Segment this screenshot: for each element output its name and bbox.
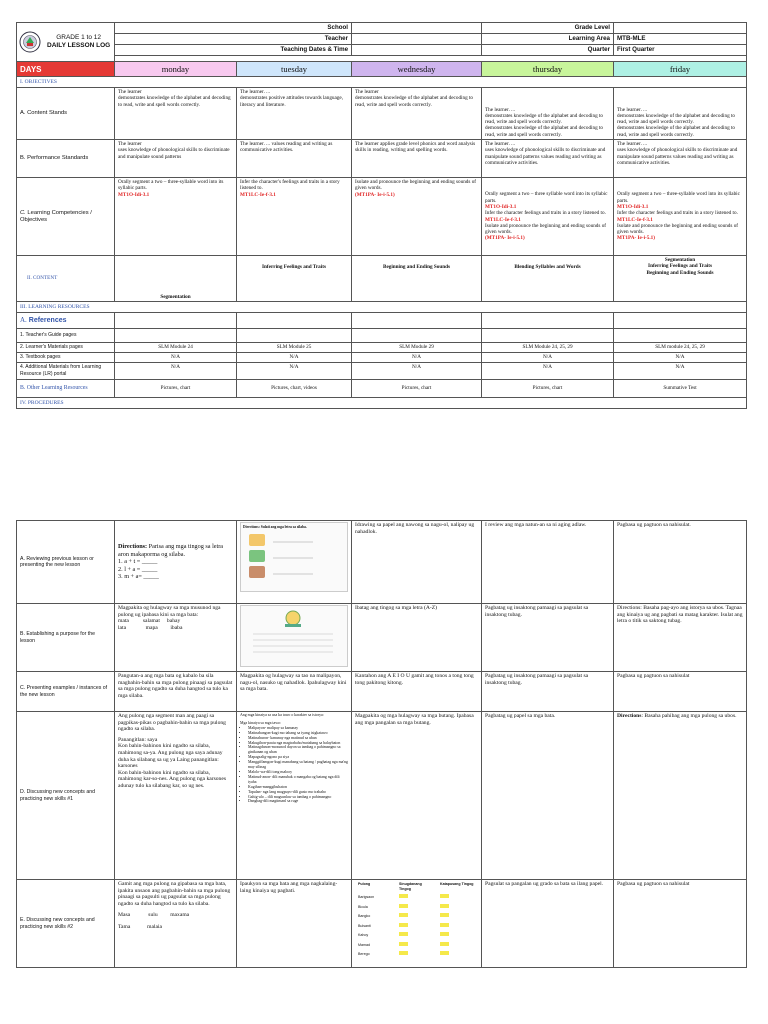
sounds-word: Berego [358,952,370,956]
content-tue: Inferring Feelings and Traits [237,256,352,302]
competency-text: Orally segment a two – three-syllable word into its syllabic parts. [617,191,740,204]
highlight-mark [399,942,408,946]
performance-standards-wed: The learner applies grade level phonics and word analysis skills in reading, writing and spelling words. [352,140,482,178]
procedure-text: Magpakita og hulagway sa mga musunod nga pulong ug ipabasa kini sa mga bata: [118,605,221,618]
exercise-item: 3. m + a= _____ [118,573,159,581]
day-thursday: thursday [482,62,614,77]
highlight-mark [440,894,449,898]
competency-code: MT1LC-Ie-f-3.1 [617,216,653,223]
sounds-table [355,881,478,960]
ref-cell: N/A [237,353,352,363]
other-resources-fri: Summative Test [614,380,747,398]
word-list-row: mata salamat bahay [118,618,181,625]
exercise-item: 1. a + t = _____ [118,558,158,566]
ref-cell: N/A [614,363,747,380]
competencies-wed [352,178,482,256]
traits-intro: Ang mga kinaiya sa usa ka tawo o karakter sa istorya: [240,713,324,717]
competency-text: Infer the character feelings and traits in a story listened to. [617,210,738,217]
competencies-mon [115,178,237,256]
directions-label: Directions [617,713,642,719]
teaching-dates-label: Teaching Dates & Time [115,45,352,56]
other-resources-thu: Pictures, chart [482,380,614,398]
directions-text: : Basaha pahibag ang mga pulong sa ubos. [641,713,737,719]
procedure-d-wed: Magpakita og mga hulagway sa mga butang. Ipabasa ang mga pangalan sa mga butang. [352,712,482,880]
lesson-log-page-1 [16,22,746,409]
procedure-b-mon [115,604,237,672]
section-content: II. CONTENT [17,256,115,302]
procedure-c-tue: Magpakita og hulagway sa tao na malipayon, nagu-ol, nasuko ug nahadlok. Ipahulagway kini sa mga bata. [237,672,352,712]
procedure-b-fri: Directions: Basaha pag-ayo ang istorya sa ubos. Tagnaa ang kinaiya ug ang pagbati sa matag karakter. Isulat ang letra o titik sa saktong tubag. [614,604,747,672]
competency-text: Isolate and pronounce the beginning and ending sounds of given words. [355,179,477,192]
grade-level-label: Grade Level [482,23,614,34]
procedure-e-wed [352,880,482,968]
competencies-tue [237,178,352,256]
ref-cell [614,329,747,343]
ref-cell: N/A [352,353,482,363]
other-resources-tue: Pictures, chart, videos [237,380,352,398]
procedure-e-thu: Pagsulat sa pangalan ug grado sa bata sa ilang papel. [482,880,614,968]
highlight-mark [440,932,449,936]
trait-item: • Matinabangon-kugi mo tabang sa iyang isigkatawo [248,731,348,736]
ref-cell: N/A [614,353,747,363]
content-standards-wed: The learner demonstrates knowledge of the alphabet and decoding to read, write and spell words correctly. [352,88,482,140]
content-standards-label: A. Content Stands [17,88,115,140]
competency-text: Isolate and pronounce the beginning and ending sounds of given words. [485,222,607,236]
highlight-mark [399,913,408,917]
procedure-c-mon: Pangutan-a ang mga bata og kabalo ba sila magbahin-bahin sa mga pulong pinaagi sa pagsulat sa mga pulong ngadto sa duha hangtod sa tulo ka mga silaba. [115,672,237,712]
ref-row-label: 4. Additional Materials from Learning Resource (LR) portal [17,363,115,380]
highlight-mark [399,932,408,936]
word-list-row: lata mapa ibaba [118,624,183,631]
references-letter: A. [20,315,27,324]
procedure-b-thu: Pagbatag ug insaktong pamaagi sa pagsulat sa insaktong tubag. [482,604,614,672]
content-standards-mon: The learner demonstrates knowledge of the alphabet and decoding to read, write and spell words correctly. [115,88,237,140]
word-list-row: Tama malaia [118,923,163,930]
traits-heading: Mga kinaiya sa mga tawo: [240,720,282,725]
trait-item: • Malolo-wa-dili tong malooy [248,770,348,775]
procedure-text: Gamit ang mga pulong na gipabasa sa mga bata, ipakita unsaon ang pagbahin-bahin sa mga pulong pinaagi sa pagsulti ug pagsulat sa mga pulong ngadto sa duha hangtod sa tulo ka silaba. [118,881,231,907]
sounds-header: Sinugdanang Tingog [399,882,422,891]
other-resources-mon: Pictures, chart [115,380,237,398]
ref-cell: N/A [115,353,237,363]
competency-text: Infer the character's feelings and traits in a story listened to. [240,179,340,192]
procedure-a-thu: I review ang mga natun-an sa ni aging adlaw. [482,521,614,604]
content-fri: Segmentation Inferring Feelings and Traits Beginning and Ending Sounds [614,256,747,302]
competency-code: (MT1PA- Ie-i-5.1) [485,235,525,242]
competencies-thu [482,178,614,256]
days-label: DAYS [17,62,115,77]
emotions-chart-thumbnail [240,605,348,667]
section-procedures: IV. PROCEDURES [17,398,747,409]
ref-cell: N/A [352,363,482,380]
competencies-label [17,178,115,256]
sounds-word: Kahoy [358,933,369,937]
procedure-a-wed: Idrawing sa papel ang nawong sa nagu-ol, nalipay ug nahadlok. [352,521,482,604]
competency-code: (MT1PA- Ie-i-5.1) [355,191,395,198]
highlight-mark [399,951,408,955]
word-list-row: Masa sulu maxama [118,912,190,919]
directions-text: Parisa ang mga tingog sa letra aron makaporma og silaba. [118,543,224,558]
highlight-mark [440,913,449,917]
procedure-b-label: B. Establishing a purpose for the lesson [17,604,115,672]
sounds-word: Bicula [358,904,368,909]
competencies-fri [614,178,747,256]
trait-item: • Matinud-anon- dili manubak o mangaba og batang nga dili iyaha [248,775,348,785]
ref-cell: N/A [482,353,614,363]
references-text: References [26,316,67,324]
procedures-table [16,520,747,968]
procedure-a-mon [115,521,237,604]
learning-area-label: Learning Area [482,34,614,45]
ref-cell: N/A [115,363,237,380]
ref-cell: SLM Module 25 [237,343,352,353]
performance-standards-label: B. Performance Standards [17,140,115,178]
content-thu: Blending Syllables and Words [482,256,614,302]
highlight-mark [440,904,449,908]
procedure-text: Ang pulong nga segment man ang paagi sa pagpikas-pikas o pagbahin-bahin sa mga pulong ngadto sa silaba. [118,713,226,733]
procedure-e-label: E. Discussing new concepts and practicing new skills #2 [17,880,115,968]
content-mon: Segmentation [115,256,237,302]
highlight-mark [399,894,408,898]
procedure-a-fri: Pagbasa ug pagtuon sa nahisulat. [614,521,747,604]
trait-item: • Kugihan-manggibuhaton [248,785,348,790]
emotion-faces-icon [243,608,343,660]
procedure-b-tue [237,604,352,672]
competency-text: Isolate and pronounce the beginning and ending sounds of given words. [617,222,739,236]
worksheet-title: Directions: Sulati ang mga letra sa silaba. [243,525,307,529]
traits-list [240,726,348,805]
ref-row-label: 1. Teacher's Guide pages [17,329,115,343]
worksheet-pictures-icon [243,530,343,582]
procedure-d-mon [115,712,237,880]
quarter-value[interactable]: First Quarter [614,45,747,56]
day-wednesday: wednesday [352,62,482,77]
procedure-d-thu: Pagbatag ug papel sa mga bata. [482,712,614,880]
school-label: School [115,23,352,34]
procedure-a-tue [237,521,352,604]
highlight-mark [440,923,449,927]
grade-level-value[interactable] [614,23,747,34]
competency-code: MT1LC-Ie-f-3.1 [240,191,276,198]
competency-text: Infer the character feelings and traits in a story listened to. [485,210,606,217]
trait-item: • Tapulan- nga lang magpuyo-dili gusto mo trabaho [248,790,348,795]
trait-item: • Dangbag-dili magtimanl sa ruge [248,799,348,804]
trait-item: • Gahig-ulo – dili magsunlaw sa tambag o pahimangno [248,795,348,800]
teacher-label: Teacher [115,34,352,45]
performance-standards-thu: The learner…. uses knowledge of phonological skills to discriminate and manipulate sound patterns values reading and writing as communicative activities. [482,140,614,178]
highlight-mark [399,904,408,908]
procedure-c-label: C. Presenting examples / instances of the new lesson [17,672,115,712]
ref-cell: N/A [482,363,614,380]
trait-item: • Matinagdanon-mosunod dayon sa tambag o pahimangno sa ginikanan og uban [248,745,348,755]
trait-item: • Mapagsalig-ngono pa siya [248,755,348,760]
procedure-c-fri: Pagbasa ug pagtuon sa nahisulat [614,672,747,712]
ref-row-label: 3. Textbook pages [17,353,115,363]
trait-item: • Manggiffamgon-kugi manabang sa batang / paghatag nga ma'ng may silinag [248,760,348,770]
sounds-word: Bangko [358,914,371,918]
highlight-mark [440,942,449,946]
trait-item: • Matinahuron- kanunay nga matinud sa uban [248,736,348,741]
exercise-item: 2. l + a = _____ [118,565,158,573]
day-friday: friday [614,62,747,77]
performance-standards-mon: The learner uses knowledge of phonological skills to discriminate and manipulate sound patterns [115,140,237,178]
procedure-example: Panangitlan: saya Kon bahin-bahinon kini ngadto sa silaba, mahimong sa-ya. Ang pulong nga saya adunay duha ka silabang sa ug ya Laing panangitlan: karsones Kon bahin-bahinon kini ngadto sa silaba, mahimong kar-so-nes. Ang pulong nga karsones adunay tulo ka silabang kar, so ug nes. [118,736,227,789]
procedure-b-wed: Ibatag ang tingog sa mga letra (A-Z) [352,604,482,672]
ref-cell: SLM Module 24 [115,343,237,353]
performance-standards-fri: The learner…. uses knowledge of phonological skills to discriminate and manipulate sound patterns values reading and writing as communicative activities. [614,140,747,178]
ref-cell: SLM Module 29 [352,343,482,353]
procedure-d-fri [614,712,747,880]
directions-label: Directions: [118,543,148,551]
procedure-c-thu: Pagbatag ug insaktong pamaagi sa pagsulat sa insaktong tubag. [482,672,614,712]
procedure-c-wed: Kantahon ang A E I O U gamit ang tonos a tong tong tong pakitong kitong. [352,672,482,712]
procedure-a-label: A. Reviewing previous lesson or presenting the new lesson [17,521,115,604]
day-monday: monday [115,62,237,77]
learning-area-value[interactable]: MTB-MLE [614,34,747,45]
procedure-e-mon [115,880,237,968]
competency-code: MT1O-Idi-3.1 [617,203,649,210]
worksheet-thumbnail [240,522,348,592]
lesson-log-table [16,22,747,409]
log-title: DAILY LESSON LOG [47,42,111,49]
competency-code: MT1LC-Ie-f-3.1 [485,216,521,223]
references-label [17,313,115,329]
highlight-mark [440,951,449,955]
header-logo-cell [17,23,115,62]
ref-cell [482,329,614,343]
content-standards-thu: The learner…. demonstrates knowledge of the alphabet and decoding to read, write and spell words correctly. demonstrates knowledge of the alphabet and decoding to read, write and spell words correctly. [482,88,614,140]
lesson-log-page-2 [16,520,746,968]
sounds-header: Pulong [358,882,371,886]
competency-code: MT1O-Idi-3.1 [485,203,517,210]
ref-cell: SLM module 24, 25, 29 [614,343,747,353]
competency-code: MT1PA- Ie-i-5.1) [617,235,655,242]
sounds-word: Barigsaon [358,895,375,899]
day-tuesday: tuesday [237,62,352,77]
other-resources-label: B. Other Learning Resources [17,380,115,398]
ref-row-label: 2. Learner's Materials pages [17,343,115,353]
content-standards-fri: The learner…. demonstrates knowledge of the alphabet and decoding to read, write and spell words correctly. demonstrates knowledge of the alphabet and decoding to read, write and spell words correctly. [614,88,747,140]
teacher-value[interactable] [352,34,482,45]
ref-cell [352,329,482,343]
highlight-mark [399,923,408,927]
other-resources-wed: Pictures, chart [352,380,482,398]
procedure-e-tue: Ipaukyon sa mga bata ang mga nagkalaing-laing kinaiya ug pagbati. [237,880,352,968]
section-objectives: I. OBJECTIVES [17,77,747,88]
procedure-e-fri: Pagbasa ug pagtuon sa nahisulat [614,880,747,968]
sounds-word: Bulsanti [358,923,371,928]
deped-seal-icon [19,31,41,53]
ref-cell: SLM Module 24, 25, 29 [482,343,614,353]
content-standards-tue: The learner…. demonstrates positive attitudes towards language, literacy and literature. [237,88,352,140]
quarter-label: Quarter [482,45,614,56]
teaching-dates-value[interactable] [352,45,482,56]
competency-text: Orally segment a two – three syllable word into its syllabic parts. [485,191,608,204]
procedure-d-label: D. Discussing new concepts and practicing new skills #1 [17,712,115,880]
grade-text: GRADE 1 to 12 [56,34,102,41]
section-resources: III. LEARNING RESOURCES [17,302,747,313]
competency-text: Orally segment a two – three-syllable word into its syllabic parts. [118,179,224,192]
sounds-word: Mamad [358,942,370,947]
trait-item: • Malipayon- malipay sa kanunay [248,726,348,731]
ref-cell [115,329,237,343]
competencies-letter: C. [20,209,26,216]
ref-cell: N/A [237,363,352,380]
trait-item: • Makugihon-paaiu nga magtrabaho/motabang sa balaybaion [248,741,348,746]
school-value[interactable] [352,23,482,34]
performance-standards-tue: The learner…. values reading and writing as communicative activities. [237,140,352,178]
sounds-header: Katapusang Tingog [440,882,474,886]
competency-code: MT1O-Idi-3.1 [118,191,150,198]
competencies-text: Learning Competencies / Objectives [20,209,92,223]
content-wed: Beginning and Ending Sounds [352,256,482,302]
ref-cell [237,329,352,343]
procedure-d-tue [237,712,352,880]
